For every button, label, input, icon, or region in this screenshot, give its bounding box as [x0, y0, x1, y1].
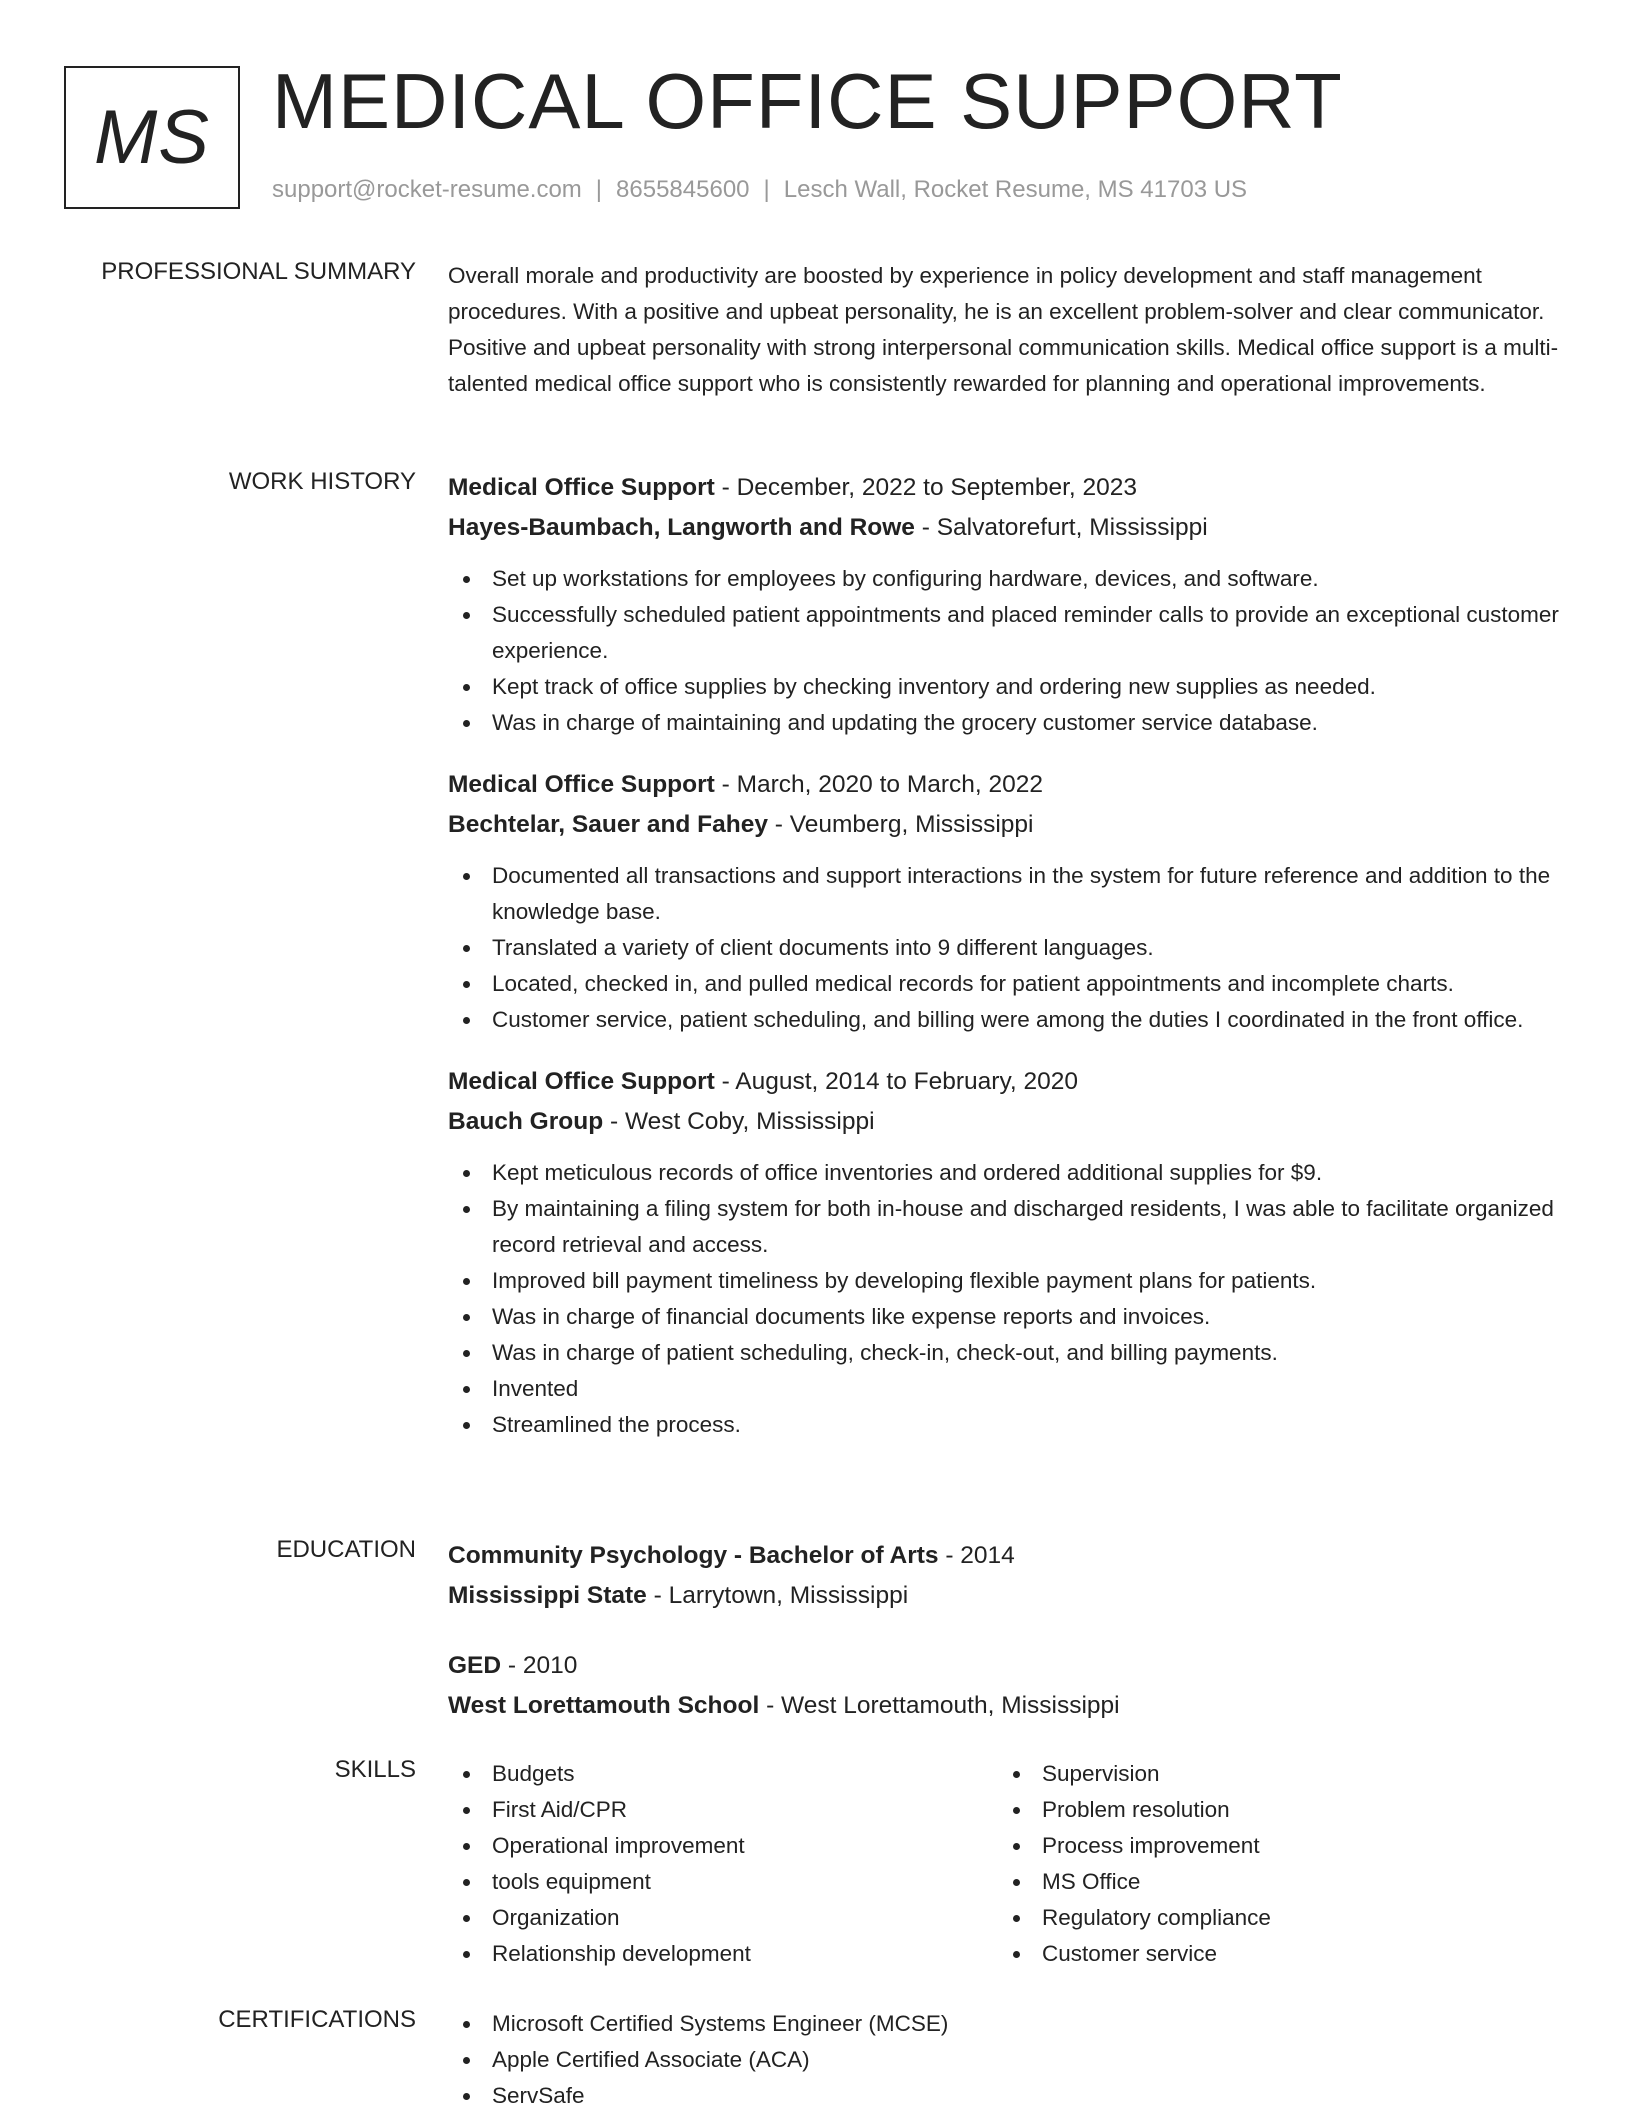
job-title-line [448, 1062, 1570, 1102]
skill-item: MS Office [998, 1864, 1548, 1900]
contact-separator: | [595, 176, 603, 203]
job-bullet: Set up workstations for employees by configuring hardware, devices, and software. [448, 561, 1570, 597]
skill-item: Customer service [998, 1936, 1548, 1972]
job-bullets [448, 1155, 1570, 1443]
contact-line [272, 176, 1247, 204]
school-location: - West Lorettamouth, Mississippi [759, 1692, 1120, 1719]
school-name: Mississippi State [448, 1582, 647, 1609]
degree-name: Community Psychology - Bachelor of Arts [448, 1542, 939, 1569]
job-company-line [448, 805, 1570, 845]
job-bullet: Translated a variety of client documents into 9 different languages. [448, 930, 1570, 966]
job-bullet: Was in charge of maintaining and updating the grocery customer service database. [448, 705, 1570, 741]
monogram-logo: MS [64, 66, 240, 209]
certifications-list [448, 2006, 1570, 2112]
job-bullet: Kept track of office supplies by checking inventory and ordering new supplies as needed. [448, 669, 1570, 705]
degree-name: GED [448, 1652, 502, 1679]
job-company: Bechtelar, Sauer and Fahey [448, 811, 768, 838]
certification-item: ServSafe [448, 2078, 1570, 2112]
section-label-skills: SKILLS [334, 1756, 416, 1783]
job-title: Medical Office Support [448, 771, 715, 798]
degree-year: - 2014 [938, 1542, 1015, 1569]
section-label-work-history: WORK HISTORY [228, 468, 416, 495]
job-company-line [448, 1102, 1570, 1142]
job-title: Medical Office Support [448, 474, 715, 501]
education-entry [448, 1646, 1570, 1726]
job-bullet: Improved bill payment timeliness by developing flexible payment plans for patients. [448, 1263, 1570, 1299]
job-company-line [448, 508, 1570, 548]
contact-address: Lesch Wall, Rocket Resume, MS 41703 US [783, 176, 1248, 203]
degree-year: - 2010 [501, 1652, 578, 1679]
skill-item: Supervision [998, 1756, 1548, 1792]
school-location: - Larrytown, Mississippi [646, 1582, 909, 1609]
job-dates: - March, 2020 to March, 2022 [714, 771, 1044, 798]
school-line [448, 1576, 1570, 1616]
job-bullet: Streamlined the process. [448, 1407, 1570, 1443]
contact-email: support@rocket-resume.com [272, 176, 582, 203]
skills-column-left [448, 1756, 998, 1972]
job-location: - Veumberg, Mississippi [768, 811, 1034, 838]
skill-item: tools equipment [448, 1864, 998, 1900]
job-bullet: By maintaining a filing system for both in-house and discharged residents, I was able to facilitate organized record retrieval and access. [448, 1191, 1570, 1263]
job-bullet: Kept meticulous records of office inventories and ordered additional supplies for $9. [448, 1155, 1570, 1191]
job-company: Bauch Group [448, 1108, 604, 1135]
skill-item: First Aid/CPR [448, 1792, 998, 1828]
certification-item: Microsoft Certified Systems Engineer (MCSE) [448, 2006, 1570, 2042]
job-entry [448, 765, 1570, 1038]
job-title-line [448, 468, 1570, 508]
job-company: Hayes-Baumbach, Langworth and Rowe [448, 514, 915, 541]
job-location: - Salvatorefurt, Mississippi [914, 514, 1208, 541]
skill-item: Organization [448, 1900, 998, 1936]
contact-phone: 8655845600 [616, 176, 750, 203]
resume-name: MEDICAL OFFICE SUPPORT [272, 57, 1343, 145]
job-bullets [448, 561, 1570, 741]
skills-column-right [998, 1756, 1548, 1972]
school-name: West Lorettamouth School [448, 1692, 760, 1719]
contact-separator: | [763, 176, 770, 203]
skill-item: Process improvement [998, 1828, 1548, 1864]
work-history-list [448, 468, 1570, 1467]
job-bullet: Was in charge of patient scheduling, check-in, check-out, and billing payments. [448, 1335, 1570, 1371]
job-bullet: Invented [448, 1371, 1570, 1407]
job-bullet: Customer service, patient scheduling, and billing were among the duties I coordinated in the front office. [448, 1002, 1570, 1038]
education-list [448, 1536, 1570, 1756]
job-bullet: Was in charge of financial documents like expense reports and invoices. [448, 1299, 1570, 1335]
job-dates: - December, 2022 to September, 2023 [714, 474, 1138, 501]
job-bullet: Successfully scheduled patient appointments and placed reminder calls to provide an exceptional customer experience. [448, 597, 1570, 669]
degree-line [448, 1536, 1570, 1576]
skills-grid [448, 1756, 1570, 1972]
summary-text: Overall morale and productivity are boosted by experience in policy development and staff management procedures. With a positive and upbeat personality, he is an excellent problem-solver and clear communicator. Positive and upbeat personality with strong interpersonal communication skills. Medical office support is a multi-talented medical office support who is consistently rewarded for planning and operational improvements. [448, 263, 1559, 396]
skill-item: Budgets [448, 1756, 998, 1792]
education-entry [448, 1536, 1570, 1616]
job-dates: - August, 2014 to February, 2020 [714, 1068, 1079, 1095]
job-bullet: Documented all transactions and support interactions in the system for future reference and addition to the knowledge base. [448, 858, 1570, 930]
school-line [448, 1686, 1570, 1726]
certification-bullets [448, 2006, 1570, 2112]
skill-item: Operational improvement [448, 1828, 998, 1864]
degree-line [448, 1646, 1570, 1686]
certification-item: Apple Certified Associate (ACA) [448, 2042, 1570, 2078]
skill-item: Problem resolution [998, 1792, 1548, 1828]
job-title: Medical Office Support [448, 1068, 715, 1095]
job-location: - West Coby, Mississippi [603, 1108, 875, 1135]
job-bullets [448, 858, 1570, 1038]
job-entry [448, 468, 1570, 741]
section-label-summary: PROFESSIONAL SUMMARY [101, 258, 416, 285]
skill-item: Regulatory compliance [998, 1900, 1548, 1936]
job-bullet: Located, checked in, and pulled medical records for patient appointments and incomplete charts. [448, 966, 1570, 1002]
job-entry [448, 1062, 1570, 1443]
skill-item: Relationship development [448, 1936, 998, 1972]
section-label-education: EDUCATION [276, 1536, 416, 1563]
job-title-line [448, 765, 1570, 805]
section-label-certifications: CERTIFICATIONS [218, 2006, 416, 2033]
